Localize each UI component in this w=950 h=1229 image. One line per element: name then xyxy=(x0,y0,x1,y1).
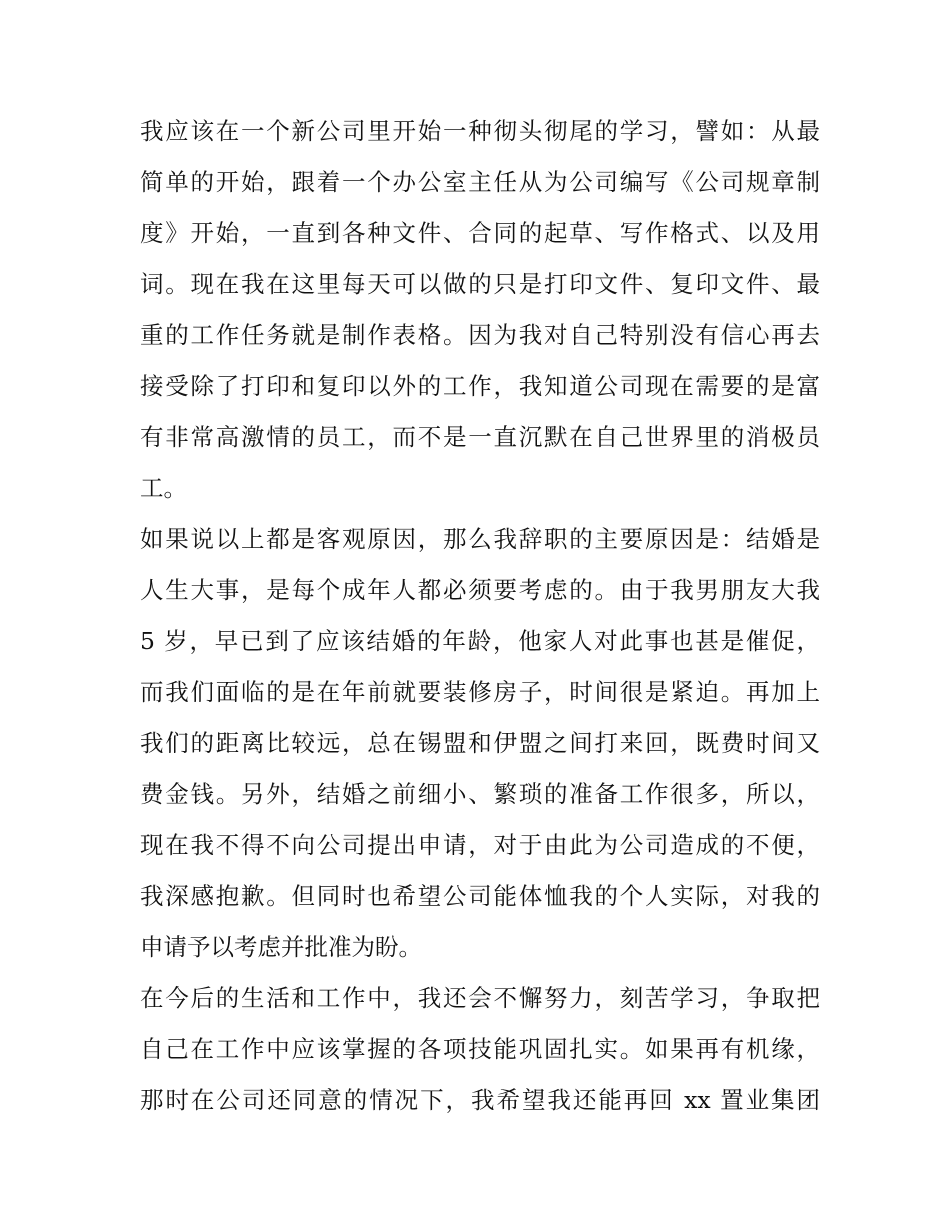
text-line: 词。现在我在这里每天可以做的只是打印文件、复印文件、最 xyxy=(140,270,820,298)
text-line: 费金钱。另外，结婚之前细小、繁琐的准备工作很多，所以， xyxy=(140,780,820,808)
text-line: 接受除了打印和复印以外的工作，我知道公司现在需要的是富 xyxy=(140,372,820,400)
document-body xyxy=(140,106,820,1126)
text-line: 在今后的生活和工作中，我还会不懈努力，刻苦学习，争取把 xyxy=(140,984,820,1012)
text-line: 5 岁，早已到了应该结婚的年龄，他家人对此事也甚是催促， xyxy=(140,627,820,655)
text-line: 那时在公司还同意的情况下，我希望我还能再回 xx 置业集团 xyxy=(140,1086,820,1114)
text-line: 简单的开始，跟着一个办公室主任从为公司编写《公司规章制 xyxy=(140,168,820,196)
paragraph-3 xyxy=(140,973,820,1126)
paragraph-2 xyxy=(140,514,820,973)
text-line: 我应该在一个新公司里开始一种彻头彻尾的学习，譬如：从最 xyxy=(140,117,820,145)
text-line: 有非常高激情的员工，而不是一直沉默在自己世界里的消极员 xyxy=(140,423,820,451)
text-line: 而我们面临的是在年前就要装修房子，时间很是紧迫。再加上 xyxy=(140,678,820,706)
text-line: 我深感抱歉。但同时也希望公司能体恤我的个人实际，对我的 xyxy=(140,882,820,910)
text-line: 我们的距离比较远，总在锡盟和伊盟之间打来回，既费时间又 xyxy=(140,729,820,757)
text-line: 自己在工作中应该掌握的各项技能巩固扎实。如果再有机缘， xyxy=(140,1035,820,1063)
text-line: 工。 xyxy=(140,474,187,502)
text-line: 如果说以上都是客观原因，那么我辞职的主要原因是：结婚是 xyxy=(140,525,820,553)
paragraph-1 xyxy=(140,106,820,514)
text-line: 重的工作任务就是制作表格。因为我对自己特别没有信心再去 xyxy=(140,321,820,349)
text-line: 度》开始，一直到各种文件、合同的起草、写作格式、以及用 xyxy=(140,219,820,247)
text-line: 人生大事，是每个成年人都必须要考虑的。由于我男朋友大我 xyxy=(140,576,820,604)
text-line: 现在我不得不向公司提出申请，对于由此为公司造成的不便， xyxy=(140,831,820,859)
text-line: 申请予以考虑并批准为盼。 xyxy=(140,933,422,961)
